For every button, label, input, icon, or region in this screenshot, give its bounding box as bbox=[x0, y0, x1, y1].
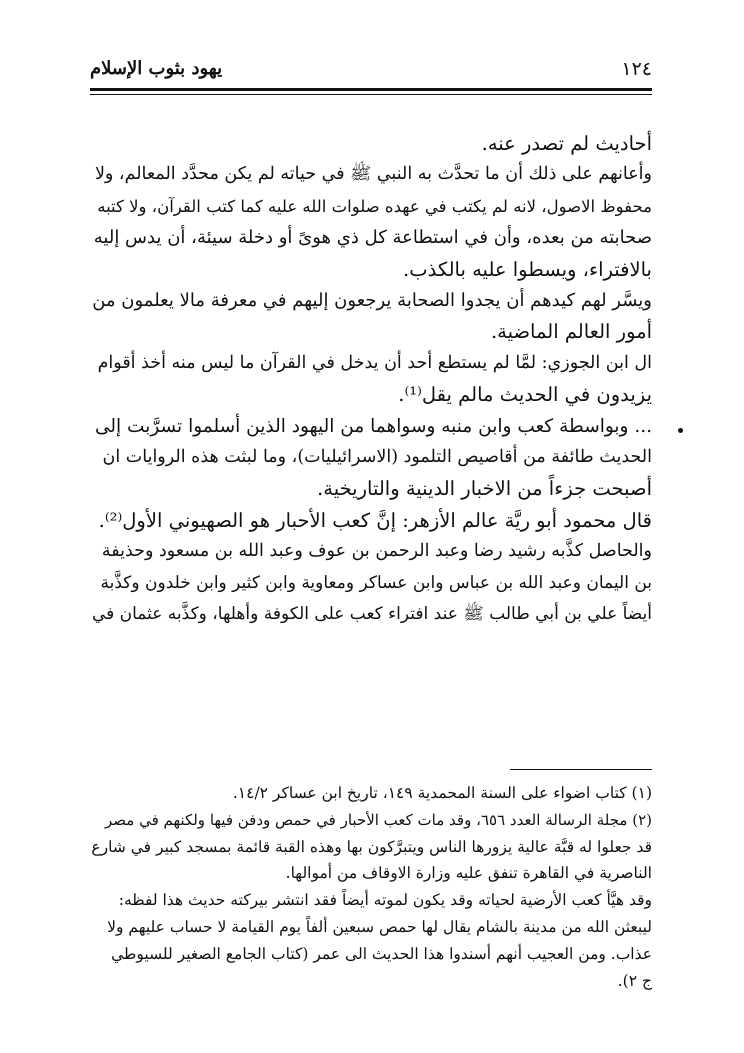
body-line: وأعانهم على ذلك أن ما تحدَّث به النبي ﷺ في حياته لم يكن محدَّد المعالم، ولا bbox=[94, 164, 652, 185]
running-title: يهود بثوب الإسلام bbox=[90, 58, 223, 79]
page-number: ١٢٤ bbox=[621, 58, 652, 80]
body-line: صحابته من بعده، وأن في استطاعة كل ذي هوىً أو دخلة سيئة، أن يدس إليه bbox=[93, 227, 652, 249]
header-rule-thick bbox=[90, 88, 652, 91]
body-line: ال ابن الجوزي: لمَّا لم يستطع أحد أن يدخل في القرآن ما ليس منه أخذ أقوام bbox=[97, 352, 652, 373]
body-line: ... وبواسطة كعب وابن منبه وسواهما من اليهود الذين أسلموا تسرَّبت إلى bbox=[94, 415, 652, 437]
body-line: بالافتراء، ويسطوا عليه بالكذب. bbox=[403, 257, 652, 281]
footnotes bbox=[90, 780, 652, 994]
body-line: ويسَّر لهم كيدهم أن يجدوا الصحابة يرجعون إليهم في معرفة مالا يعلمون من bbox=[92, 290, 652, 312]
footnote-line: ليبعثن الله من مدينة بالشام يقال لها حمص سبعين ألفاً يوم القيامة لا حساب عليهم ولا bbox=[107, 917, 652, 936]
body-line: محفوظ الاصول، لانه لم يكتب في عهده صلوات الله عليه كما كتب القرآن، ولا كتبه bbox=[97, 196, 652, 216]
body-line: أحاديث لم تصدر عنه. bbox=[481, 132, 652, 155]
footnote-line: (١) كتاب اضواء على السنة المحمدية ١٤٩، تاريخ ابن عساكر ١٤/٢. bbox=[232, 784, 652, 802]
body-line: أصبحت جزءاً من الاخبار الدينية والتاريخية. bbox=[317, 477, 652, 501]
page-header bbox=[90, 58, 652, 88]
body-line: يزيدون في الحديث مالم يقل⁽¹⁾. bbox=[398, 383, 652, 407]
body-line: قال محمود أبو ريَّة عالم الأزهر: إنَّ كعب الأحبار هو الصهيوني الأول⁽²⁾. bbox=[98, 508, 652, 532]
header-rule-thin bbox=[90, 94, 652, 95]
body-text bbox=[90, 128, 652, 631]
footnote-separator bbox=[510, 769, 652, 770]
body-line: أيضاً علي بن أبي طالب ﷺ عند افتراء كعب على الكوفة وأهلها، وكذَّبه عثمان في bbox=[91, 604, 652, 625]
footnote-line: عذاب. ومن العجيب أنهم أسندوا هذا الحديث الى عمر (كتاب الجامع الصغير للسيوطي bbox=[111, 944, 652, 963]
margin-dot bbox=[678, 428, 683, 433]
footnote-line: وقد هيَّأ كعب الأرضية لحياته وقد يكون لموته أيضاً فقد انتشر بيركته حديث هذا لفظه: bbox=[118, 891, 652, 910]
footnote-line: قد جعلوا له قبَّة عالية يزورها الناس ويتبرَّكون بها وهذه القبة قائمة بمسجد كبير في شارع bbox=[91, 837, 652, 856]
footnote-line: ج ٢). bbox=[617, 971, 652, 990]
body-line: بن اليمان وعبد الله بن عباس وابن عساكر ومعاوية وابن كثير وابن خلدون وكذَّبة bbox=[100, 572, 652, 593]
body-line: أمور العالم الماضية. bbox=[490, 320, 652, 344]
body-line: والحاصل كذَّبه رشيد رضا وعبد الرحمن بن عوف وعبد الله بن مسعود وحذيفة bbox=[101, 541, 652, 562]
footnote-line: (٢) مجلة الرسالة العدد ٦٥٦، وقد مات كعب الأحبار في حمص ودفن فيها ولكنهم في مصر bbox=[105, 810, 652, 829]
footnote-line: الناصرية في القاهرة تنفق عليه وزارة الاوقاف من أموالها. bbox=[285, 864, 652, 883]
body-line: الحديث طائفة من أقاصيص التلمود (الاسرائيليات)، وما لبثت هذه الروايات ان bbox=[102, 447, 652, 468]
